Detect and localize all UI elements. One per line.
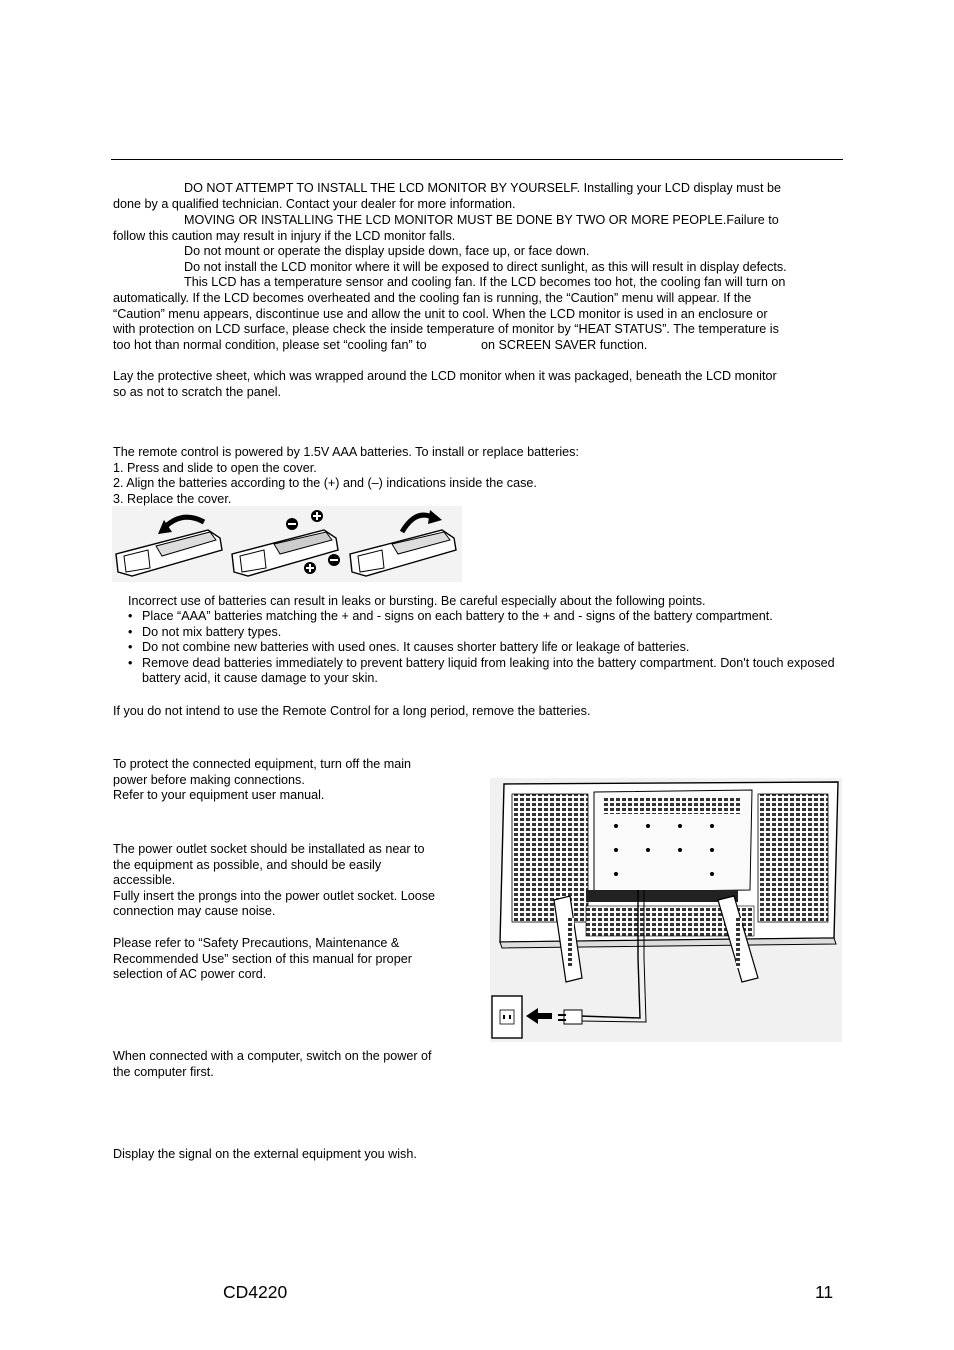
install-line-2: done by a qualified technician. Contact your dealer for more information. xyxy=(113,197,516,211)
connect-paragraph-3: Please refer to “Safety Precautions, Maintenance & Recommended Use” section of this manual for proper selection of AC power cord. xyxy=(113,936,412,982)
page-number: 11 xyxy=(815,1282,834,1302)
list-item: • Do not combine new batteries with used ones. It causes shorter battery life or leakage of batteries. xyxy=(128,640,690,655)
battery-step-2: 2. Align the batteries according to the (+) and (–) indications inside the case. xyxy=(113,476,537,490)
list-item: • Remove dead batteries immediately to prevent battery liquid from leaking into the battery compartment. Don't touch exposed battery acid, it cause damage to your skin. xyxy=(128,655,835,686)
install-line-8: automatically. If the LCD becomes overheated and the cooling fan is running, the “Caution” menu will appear. If the xyxy=(113,291,752,305)
wall-outlet-icon xyxy=(492,996,522,1038)
battery-intro: The remote control is powered by 1.5V AAA batteries. To install or replace batteries: xyxy=(113,445,579,459)
battery-install-illustration xyxy=(112,506,462,582)
install-line-11b: on SCREEN SAVER function. xyxy=(481,338,648,352)
install-line-3: MOVING OR INSTALLING THE LCD MONITOR MUST BE DONE BY TWO OR MORE PEOPLE.Failure to xyxy=(184,213,779,227)
footer-model: CD4220 xyxy=(223,1282,288,1302)
connect-paragraph-1: To protect the connected equipment, turn off the main power before making connections. Refer to your equipment user manual. xyxy=(113,757,412,803)
install-line-4: follow this caution may result in injury if the LCD monitor falls. xyxy=(113,229,456,243)
monitor-rear-icon xyxy=(500,782,838,948)
install-line-5: Do not mount or operate the display upside down, face up, or face down. xyxy=(184,244,590,258)
sheet-line-1: Lay the protective sheet, which was wrapped around the LCD monitor when it was packaged, beneath the LCD monitor xyxy=(113,369,777,383)
install-line-9: “Caution” menu appears, discontinue use and allow the unit to cool. When the LCD monitor is used in an enclosure or xyxy=(113,307,768,321)
monitor-power-connection-illustration xyxy=(490,778,842,1042)
install-line-6: Do not install the LCD monitor where it will be exposed to direct sunlight, as this will result in display defects. xyxy=(184,260,787,274)
connect-paragraph-4: When connected with a computer, switch on the power of the computer first. xyxy=(113,1049,432,1079)
sheet-line-2: so as not to scratch the panel. xyxy=(113,385,282,399)
install-line-7: This LCD has a temperature sensor and cooling fan. If the LCD becomes too hot, the cooling fan will turn on xyxy=(184,275,786,289)
header-rule xyxy=(111,159,843,160)
battery-long-period: If you do not intend to use the Remote Control for a long period, remove the batteries. xyxy=(113,704,591,718)
install-line-11a: too hot than normal condition, please set “cooling fan” to xyxy=(113,338,427,352)
battery-step-3: 3. Replace the cover. xyxy=(113,492,232,506)
connect-paragraph-2: The power outlet socket should be installated as near to the equipment as possible, and should be easily accessible. Fully insert the prongs into the power outlet socket. Loose connection may cause noise. xyxy=(113,842,436,919)
battery-step-1: 1. Press and slide to open the cover. xyxy=(113,461,317,475)
battery-warning: Incorrect use of batteries can result in leaks or bursting. Be careful especially about the following points. xyxy=(128,594,706,608)
list-item: • Place “AAA” batteries matching the + and - signs on each battery to the + and - signs of the battery compartment. xyxy=(128,609,773,623)
install-line-10: with protection on LCD surface, please check the inside temperature of monitor by “HEAT STATUS”. The temperature is xyxy=(113,322,779,336)
list-item: • Do not mix battery types. xyxy=(128,624,282,639)
connect-paragraph-5: Display the signal on the external equipment you wish. xyxy=(113,1147,417,1161)
battery-caution-list xyxy=(113,609,843,687)
install-line-1: DO NOT ATTEMPT TO INSTALL THE LCD MONITOR BY YOURSELF. Installing your LCD display must be xyxy=(184,181,781,195)
